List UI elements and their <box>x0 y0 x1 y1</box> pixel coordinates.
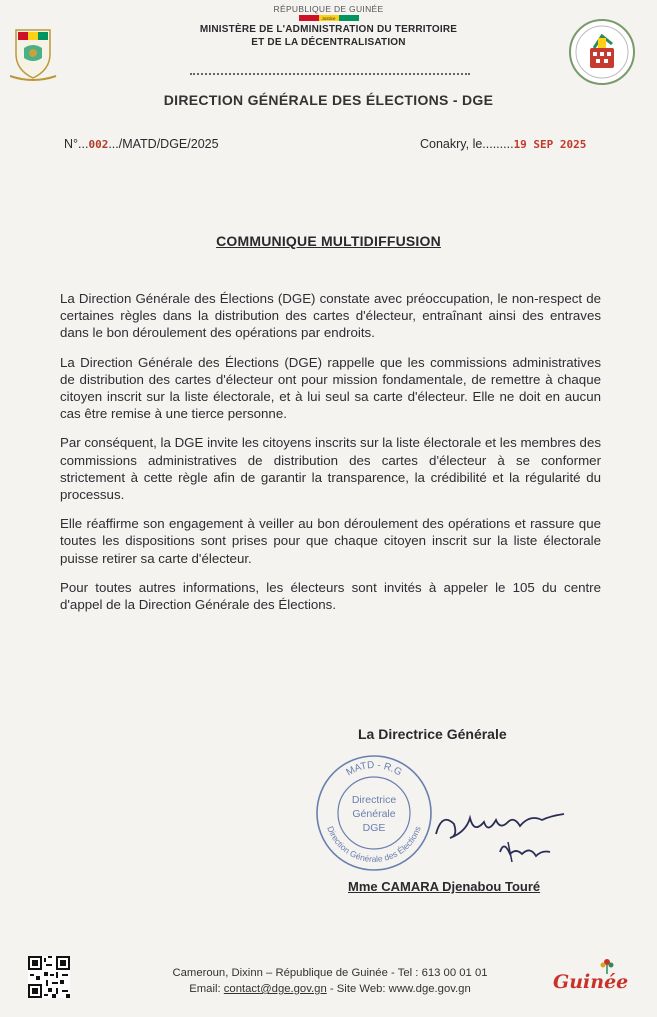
flag-band <box>299 15 359 21</box>
place-date: Conakry, le.........19 SEP 2025 <box>420 137 587 151</box>
date-stamp: 19 SEP 2025 <box>513 138 587 151</box>
paragraph: Par conséquent, la DGE invite les citoyens inscrits sur la liste électorale et les membres des commissions administratives de distribution des cartes d'électeur à se conformer strictement à cette règle afin de garantir la transparence, la crédibilité et la régularité du processus. <box>60 435 601 503</box>
motto-label: Justice <box>319 15 339 21</box>
stamp-top-text: MATD - R.G <box>344 759 404 779</box>
coat-of-arms-icon <box>8 24 58 82</box>
directorate-title: DIRECTION GÉNÉRALE DES ÉLECTIONS - DGE <box>163 92 494 108</box>
ministry-line-2: ET DE LA DÉCENTRALISATION <box>251 37 406 48</box>
paragraph: Elle réaffirme son engagement à veiller au bon déroulement des opérations et rassure que toutes les dispositions sont prises pour que chaque citoyen inscrit sur la liste électorale puisse retirer sa carte d'électeur. <box>60 516 601 566</box>
svg-text:MATD - R.G <box>344 760 403 779</box>
paragraph: Pour toutes autres informations, les électeurs sont invités à appeler le 105 du centre d'appel de la Direction Générale des Élections. <box>60 579 601 613</box>
signer-title: La Directrice Générale <box>358 726 507 742</box>
reference-number: N°...002.../MATD/DGE/2025 <box>64 137 219 151</box>
official-stamp <box>313 752 435 874</box>
republic-label: RÉPUBLIQUE DE GUINÉE <box>273 4 384 14</box>
footer <box>130 965 530 997</box>
paragraph: La Direction Générale des Élections (DGE) constate avec préoccupation, le non-respect de certaines règles dans la distribution des cartes d'électeur, entraînant ainsi des entraves dans le bon déroulement des opérations par endroits. <box>60 291 601 341</box>
handwritten-signature <box>430 792 570 872</box>
reference-handwritten: 002 <box>88 138 109 151</box>
dge-logo-icon <box>568 18 636 86</box>
ministry-line-1: MINISTÈRE DE L'ADMINISTRATION DU TERRITOIRE <box>199 24 458 35</box>
qr-code-icon <box>28 956 70 998</box>
signer-name: Mme CAMARA Djenabou Touré <box>348 879 541 894</box>
stamp-inner-line: Directrice <box>351 794 397 806</box>
letterhead <box>150 4 507 49</box>
stamp-bottom-text: Direction Générale des Élections <box>325 824 423 864</box>
paragraph: La Direction Générale des Élections (DGE) rappelle que les commissions administratives de distribution des cartes d'électeur ont pour mission fondamentale, de remettre à chaque citoyen inscrit sur la liste électorale, et à lui seul sa carte d'électeur. Elle ne doit en aucun cas être remise à une tierce personne. <box>60 354 601 422</box>
stamp-inner-line: Générale <box>352 808 396 820</box>
footer-address: Cameroun, Dixinn – République de Guinée - Tel : 613 00 01 01 <box>172 967 488 979</box>
footer-contact: Email: contact@dge.gov.gn - Site Web: www.dge.gov.gn <box>189 983 471 995</box>
communique-body <box>60 290 601 625</box>
guinee-brand-logo: Guinée <box>553 971 629 993</box>
footer-email[interactable]: contact@dge.gov.gn <box>223 983 327 995</box>
stamp-inner-line: DGE <box>362 822 386 834</box>
header-divider <box>190 73 470 75</box>
communique-title: COMMUNIQUE MULTIDIFFUSION <box>216 233 441 249</box>
